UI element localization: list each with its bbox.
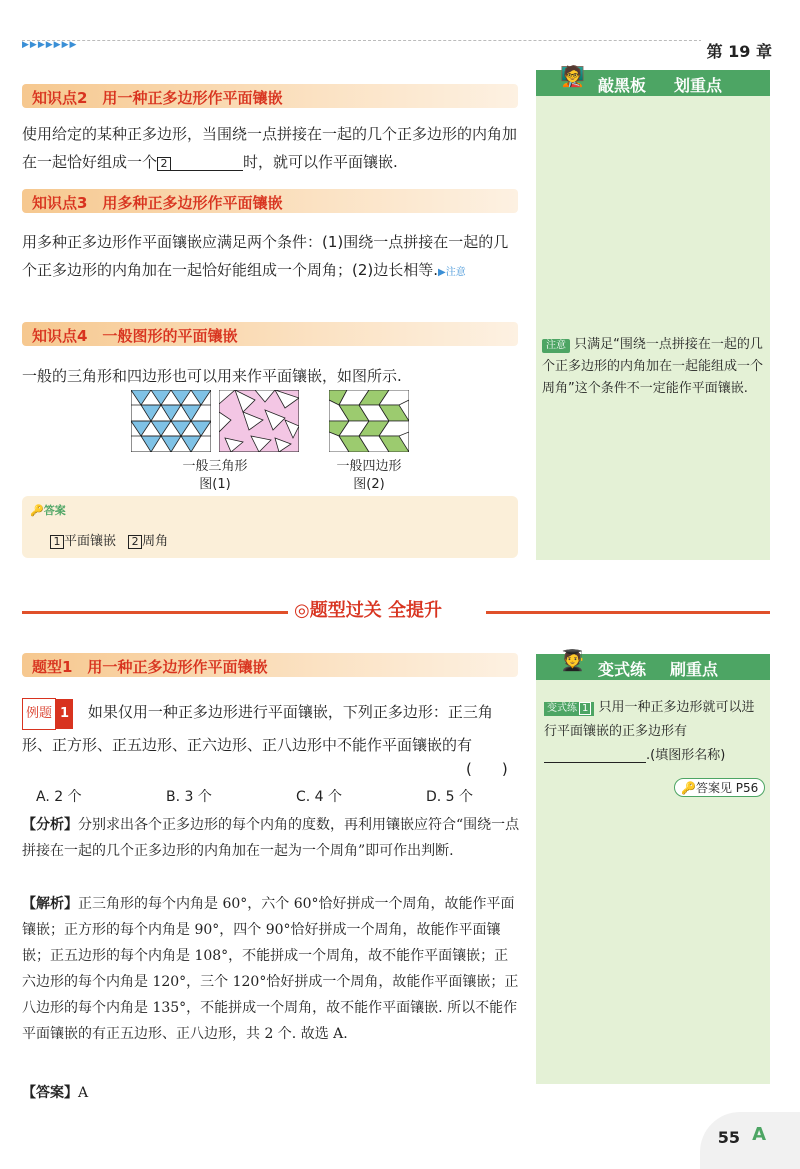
section-text-3 [22,228,522,287]
figure-2-caption-line1: 一般四边形 [336,459,402,474]
blank-number-box: 2 [157,157,171,171]
answer-line [22,1082,88,1102]
side-panel-bottom [536,648,770,1084]
type-section-title: 题型1 用一种正多边形作平面镶嵌 [32,658,268,676]
key-icon-small: 🔑 [681,781,696,795]
solution-block [22,891,522,1047]
section-header-3 [22,189,518,213]
section-text-2-part2: 时，就可以作平面镶嵌. [243,153,398,171]
chapter-label: 第 19 章 [701,39,772,62]
choice-b: B. 3 个 [166,789,212,805]
header-rule [22,40,712,41]
exercise-label [544,702,594,716]
side-panel-top [536,64,770,560]
choice-d: D. 5 个 [426,789,474,805]
answer-paren: ( ) [466,760,508,778]
page-logo-icon: A [752,1124,766,1145]
quadrilateral-tiling-figure [329,390,409,452]
answer-line-value: A [78,1085,89,1101]
header-arrow-dots: ▶▶▶▶▶▶▶ [22,40,78,50]
exercise-label-num: 1 [579,702,591,715]
divider-title [288,596,448,622]
teacher-icon: 🧑‍🏫 [560,64,585,88]
divider-line-right [486,611,770,614]
answer-ref-text: 答案见 P56 [695,781,759,795]
exercise-text [544,696,764,768]
answer-ref-badge[interactable] [674,778,765,797]
example-label: 例题 [22,698,56,730]
note-label: 注意 [542,339,570,353]
answer-text-1: 平面镶嵌 [64,534,117,549]
section-text-2-part1: 使用给定的某种正多边形，当围绕一点拼接在一起的几个正多边形的内角加在一起恰好组成一个 [22,125,518,171]
example-number: 1 [56,699,73,729]
triangle-tiling-figure [131,390,211,452]
analysis-block [22,812,522,864]
section-text-4: 一般的三角形和四边形也可以用来作平面镶嵌，如图所示. [22,367,402,385]
student-icon: 🧑‍🎓 [560,648,585,672]
figure-1-caption-line1: 一般三角形 [182,459,248,474]
exercise-blank[interactable] [544,748,646,763]
pink-triangle-tiling-figure [219,390,299,452]
section-header-2 [22,84,518,108]
side-panel-top-title-b: 划重点 [674,76,723,95]
side-panel-bottom-header [536,648,770,680]
answer-line-label: 【答案】 [22,1085,78,1101]
page-number: 55 [717,1128,740,1147]
section-text-2 [22,120,522,176]
answer-label-text: 答案 [43,504,66,517]
figure-1-caption [160,458,270,494]
solution-text: 正三角形的每个内角是 60°，六个 60°恰好拼成一个周角，故能作平面镶嵌；正方形的每个内角是 90°，四个 90°恰好拼成一个周角，故能作平面镶嵌；正五边形的每个内角是 108°，不能拼成一个周角，故不能作平面镶嵌；正六边形的每个内角是 120°，三个 120°恰好拼成一个周角，故能作平面镶嵌；正八边形的每个内角是 135°，不能拼成一个周角，故不能作平面镶嵌. 所以不能作平面镶嵌的有正五边形、正八边形，共 2 个. 故选 A. [22,896,519,1042]
page-corner [700,1112,800,1169]
note-text: 只满足“围绕一点拼接在一起的几个正多边形的内角加在一起能组成一个周角”这个条件不一定能作平面镶嵌. [542,337,764,396]
answer-items [50,530,168,549]
side-panel-bottom-title-a: 变式练 [598,660,647,679]
type-section-header [22,653,518,677]
section-header-4 [22,322,518,346]
fill-blank [171,154,243,171]
section-title-2: 知识点2 用一种正多边形作平面镶嵌 [32,89,283,107]
divider-line-left [22,611,292,614]
section-text-3-body: 用多种正多边形作平面镶嵌应满足两个条件：(1)围绕一点拼接在一起的几个正多边形的内角加在一起恰好能组成一个周角；(2)边长相等. [22,233,509,279]
figure-2-caption [314,458,424,494]
example-question [22,697,522,760]
answer-num-1: 1 [50,535,64,549]
analysis-label: 【分析】 [22,817,78,833]
answer-box [22,496,518,558]
section-title-3: 知识点3 用多种正多边形作平面镶嵌 [32,194,283,212]
note-box [542,334,764,400]
answer-num-2: 2 [128,535,142,549]
solution-label: 【解析】 [22,896,78,912]
key-icon: 🔑 [30,504,44,517]
figure-2-caption-line2: 图(2) [353,477,385,492]
exercise-label-text: 变式练 [547,703,577,714]
side-panel-top-title-a: 敲黑板 [598,76,647,95]
exercise-question: 只用一种正多边形就可以进行平面镶嵌的正多边形有 [544,700,755,739]
exercise-instruction: .(填图形名称) [646,748,726,763]
choice-c: C. 4 个 [296,789,343,805]
example-question-text: 如果仅用一种正多边形进行平面镶嵌，下列正多边形：正三角形、正方形、正五边形、正六边形、正八边形中不能作平面镶嵌的有 [22,703,493,754]
divider-title-text: 题型过关 全提升 [309,600,442,621]
side-panel-top-header [536,64,770,96]
figure-1-caption-line2: 图(1) [199,477,231,492]
answer-text-2: 周角 [142,534,169,549]
note-link[interactable]: ▶注意 [438,267,466,278]
side-panel-bottom-title-b: 刷重点 [670,660,719,679]
answer-label [30,502,66,518]
target-icon: ◎ [294,600,310,621]
analysis-text: 分别求出各个正多边形的每个内角的度数，再利用镶嵌应符合“围绕一点拼接在一起的几个正多边形的内角加在一起为一个周角”即可作出判断. [22,817,520,859]
section-title-4: 知识点4 一般图形的平面镶嵌 [32,327,238,345]
choice-a: A. 2 个 [36,789,82,805]
